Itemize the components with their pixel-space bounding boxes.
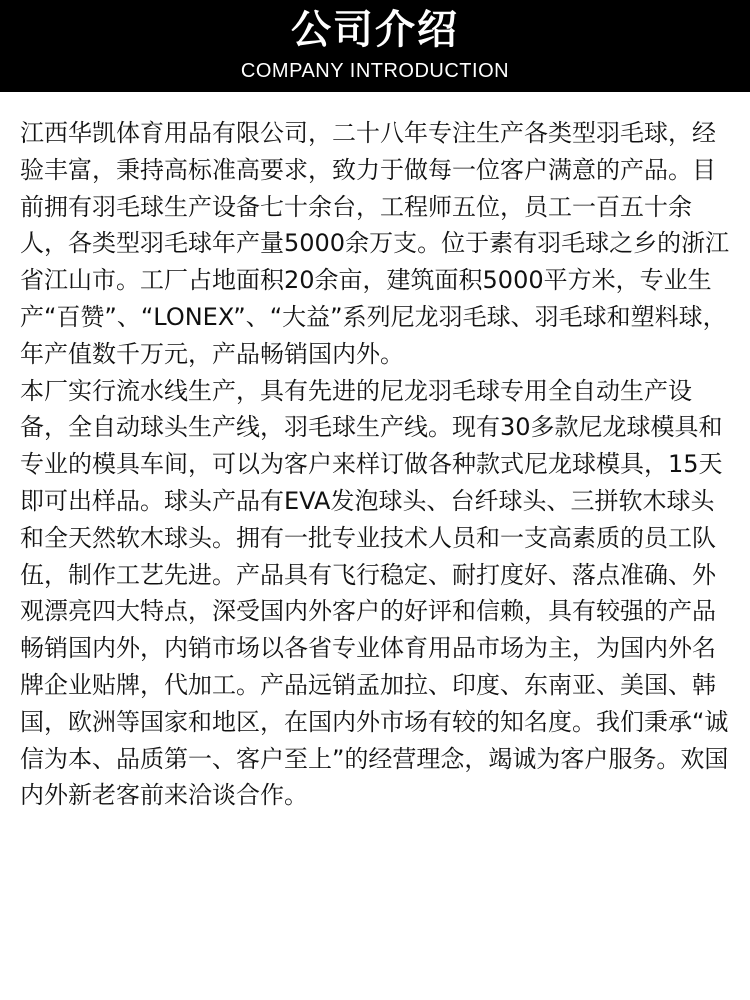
page-title: 公司介绍 — [291, 7, 459, 53]
intro-paragraph-1: 江西华凯体育用品有限公司，二十八年专注生产各类型羽毛球，经验丰富，秉持高标准高要求，致力于做每一位客户满意的产品。目前拥有羽毛球生产设备七十余台，工程师五位，员工一百五十余人，各类型羽毛球年产量5000余万支。位于素有羽毛球之乡的浙江省江山市。工厂占地面积20余亩，建筑面积5000平方米，专业生产“百赞”、“LONEX”、“大益”系列尼龙羽毛球、羽毛球和塑料球，年产值数千万元，产品畅销国内外。 — [20, 119, 730, 368]
header-banner — [0, 0, 750, 92]
introduction-body — [20, 115, 730, 814]
page-subtitle: COMPANY INTRODUCTION — [240, 60, 510, 82]
intro-paragraph-2: 本厂实行流水线生产，具有先进的尼龙羽毛球专用全自动生产设备，全自动球头生产线，羽毛球生产线。现有30多款尼龙球模具和专业的模具车间，可以为客户来样订做各种款式尼龙球模具，15天即可出样品。球头产品有EVA发泡球头、台纤球头、三拼软木球头和全天然软木球头。拥有一批专业技术人员和一支高素质的员工队伍，制作工艺先进。产品具有飞行稳定、耐打度好、落点准确、外观漂亮四大特点，深受国内外客户的好评和信赖，具有较强的产品畅销国内外，内销市场以各省专业体育用品市场为主，为国内外名牌企业贴牌，代加工。产品远销孟加拉、印度、东南亚、美国、韩国，欧洲等国家和地区，在国内外市场有较的知名度。我们秉承“诚信为本、品质第一、客户至上”的经营理念，竭诚为客户服务。欢国内外新老客前来洽谈合作。 — [20, 376, 729, 810]
